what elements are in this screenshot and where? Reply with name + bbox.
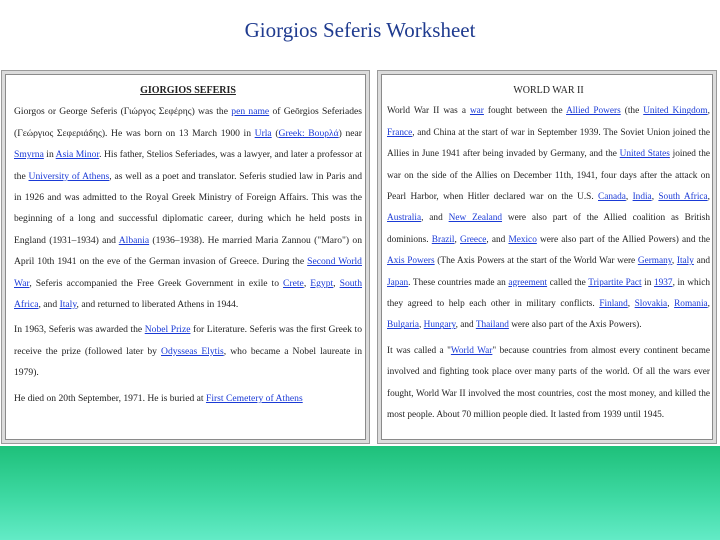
hyperlink[interactable]: World War	[450, 345, 493, 356]
hyperlink[interactable]: Germany	[637, 256, 672, 267]
text-run: for Literature. Seferis was the first Greek to receive the prize (followed later by	[14, 324, 363, 357]
seferis-document-panel	[1, 70, 370, 444]
paragraph	[387, 341, 710, 427]
hyperlink[interactable]: South Africa	[658, 192, 708, 203]
hyperlink[interactable]: Urla	[254, 127, 272, 139]
text-run: ,	[707, 299, 710, 310]
hyperlink[interactable]: Italy	[676, 256, 694, 267]
text-run: called the	[547, 277, 589, 288]
text-run: in	[43, 149, 56, 161]
hyperlink[interactable]: Romania	[674, 299, 708, 310]
seferis-body	[14, 101, 362, 409]
ww2-document	[387, 80, 710, 431]
hyperlink[interactable]: Second World War	[14, 256, 362, 289]
hyperlink[interactable]: agreement	[508, 277, 548, 288]
text-run: were also part of the Axis Powers).	[508, 320, 642, 331]
text-run: ,	[333, 277, 340, 289]
hyperlink[interactable]: Japan	[387, 277, 409, 288]
text-run: ,	[303, 277, 311, 289]
text-run: , and	[486, 234, 509, 245]
text-run: and	[693, 256, 711, 267]
hyperlink[interactable]: Smyrna	[14, 149, 44, 161]
text-run: were also part of the Allied Powers) and the	[536, 234, 711, 245]
text-run: ,	[667, 299, 675, 310]
text-run: ,	[651, 192, 659, 203]
hyperlink[interactable]: Asia Minor	[55, 149, 100, 161]
text-run: (	[271, 127, 279, 139]
text-run: World War II was a	[387, 106, 470, 117]
hyperlink[interactable]: New Zealand	[448, 213, 503, 224]
hyperlink[interactable]: 1937	[653, 277, 673, 288]
hyperlink[interactable]: Odysseas Elytis	[161, 345, 224, 357]
text-run: joined the war on the side of the Allies on December 11th, 1941, four days after the attack on Pearl Harbor, when Hitler declared war on the U.S.	[387, 149, 710, 203]
hyperlink[interactable]: Nobel Prize	[144, 324, 191, 336]
text-run: , Seferis accompanied the Free Greek Government in exile to	[29, 277, 284, 289]
text-run: were also part of the Allied coalition as British dominions.	[387, 213, 710, 245]
text-run: of Geōrgios Seferiades (Γεώργιος Σεφεριάδης). He was born on 13 March 1900 in	[14, 106, 362, 139]
hyperlink[interactable]: Tripartite Pact	[588, 277, 642, 288]
ww2-document-panel	[377, 70, 717, 444]
text-run: In 1963, Seferis was awarded the	[14, 324, 145, 336]
ww2-body	[387, 101, 710, 426]
text-run: (the	[620, 106, 644, 117]
text-run: , in which they agreed to help each other in military conflicts.	[387, 277, 710, 310]
hyperlink[interactable]: pen name	[231, 106, 270, 118]
text-run: ,	[671, 256, 677, 267]
page-title: Giorgios Seferis Worksheet	[244, 18, 476, 42]
hyperlink[interactable]: Greek: Βουρλά	[278, 127, 339, 139]
hyperlink[interactable]: Thailand	[475, 320, 509, 331]
text-run: , as well as a poet and translator. Seferis studied law in Paris and in 1926 and was admitted to the Royal Greek Ministry of Foreign Affairs. This was the beginning of a long and successful diplomatic career, during which he held posts in England (1931–1934) and	[14, 170, 362, 246]
hyperlink[interactable]: France	[387, 127, 413, 138]
hyperlink[interactable]: United Kingdom	[643, 106, 708, 117]
text-run: " because countries from almost every continent became involved and fighting took place over many parts of the world. Of all the wars ever fought, World War II involved the most countries, cost the most money, and killed the most people. About 70 million people died. It lasted from 1939 until 1945.	[387, 345, 710, 421]
hyperlink[interactable]: Egypt	[310, 277, 334, 289]
paragraph	[14, 101, 362, 315]
decorative-green-band	[0, 446, 720, 540]
text-run: It was called a "	[387, 345, 451, 356]
text-run: ) near	[338, 127, 363, 139]
hyperlink[interactable]: Bulgaria	[387, 320, 420, 331]
text-run: ,	[419, 320, 424, 331]
hyperlink[interactable]: Finland	[599, 299, 628, 310]
hyperlink[interactable]: Slovakia	[634, 299, 668, 310]
text-run: . His father, Stelios Seferiades, was a lawyer, and later a professor at the	[14, 149, 363, 182]
hyperlink[interactable]: Hungary	[423, 320, 456, 331]
hyperlink[interactable]: Mexico	[508, 234, 537, 245]
text-run: , who became a Nobel laureate in 1979).	[14, 345, 362, 379]
text-run: . These countries made an	[408, 277, 509, 288]
hyperlink[interactable]: Axis Powers	[387, 256, 435, 267]
text-run: ,	[707, 192, 710, 203]
paragraph	[387, 101, 710, 336]
ww2-heading: WORLD WAR II	[513, 85, 584, 96]
text-run: , and	[421, 213, 449, 224]
text-run: He died on 20th September, 1971. He is buried at	[14, 392, 206, 404]
text-run: Giorgos or George Seferis (Γιώργος Σεφέρης) was the	[14, 106, 232, 118]
hyperlink[interactable]: Albania	[118, 234, 150, 246]
text-run: in	[641, 277, 654, 288]
text-run: ,	[625, 192, 633, 203]
hyperlink[interactable]: Australia	[387, 213, 422, 224]
paragraph	[14, 319, 362, 383]
text-run: , and	[455, 320, 476, 331]
hyperlink[interactable]: South Africa	[14, 277, 363, 311]
hyperlink[interactable]: Allied Powers	[566, 106, 621, 117]
text-run: , and China at the start of war in September 1939. The Soviet Union joined the Allies in June 1941 after being invaded by Germany, and the	[387, 127, 710, 160]
text-run: fought between the	[483, 106, 567, 117]
text-run: (The Axis Powers at the start of the World War were	[434, 256, 638, 267]
hyperlink[interactable]: Brazil	[431, 234, 455, 245]
text-run: ,	[454, 234, 460, 245]
text-run: , and returned to liberated Athens in 1944.	[76, 299, 239, 311]
hyperlink[interactable]: Crete	[283, 277, 304, 289]
seferis-heading: GIORGIOS SEFERIS	[140, 85, 236, 96]
hyperlink[interactable]: University of Athens	[28, 170, 110, 182]
text-run: , and	[38, 299, 60, 311]
hyperlink[interactable]: Italy	[59, 299, 77, 311]
text-run: ,	[627, 299, 635, 310]
seferis-document	[14, 80, 362, 413]
hyperlink[interactable]: India	[632, 192, 652, 203]
paragraph	[14, 388, 362, 409]
hyperlink[interactable]: Canada	[598, 192, 626, 203]
text-run: (1936–1938). He married Maria Zannou ("Maro") on April 10th 1941 on the eve of the German invasion of Greece. During the	[14, 234, 362, 268]
hyperlink[interactable]: Greece	[460, 234, 487, 245]
hyperlink[interactable]: First Cemetery of Athens	[205, 392, 303, 404]
hyperlink[interactable]: war	[469, 106, 484, 117]
text-run: ,	[707, 106, 710, 117]
hyperlink[interactable]: United States	[619, 149, 670, 160]
